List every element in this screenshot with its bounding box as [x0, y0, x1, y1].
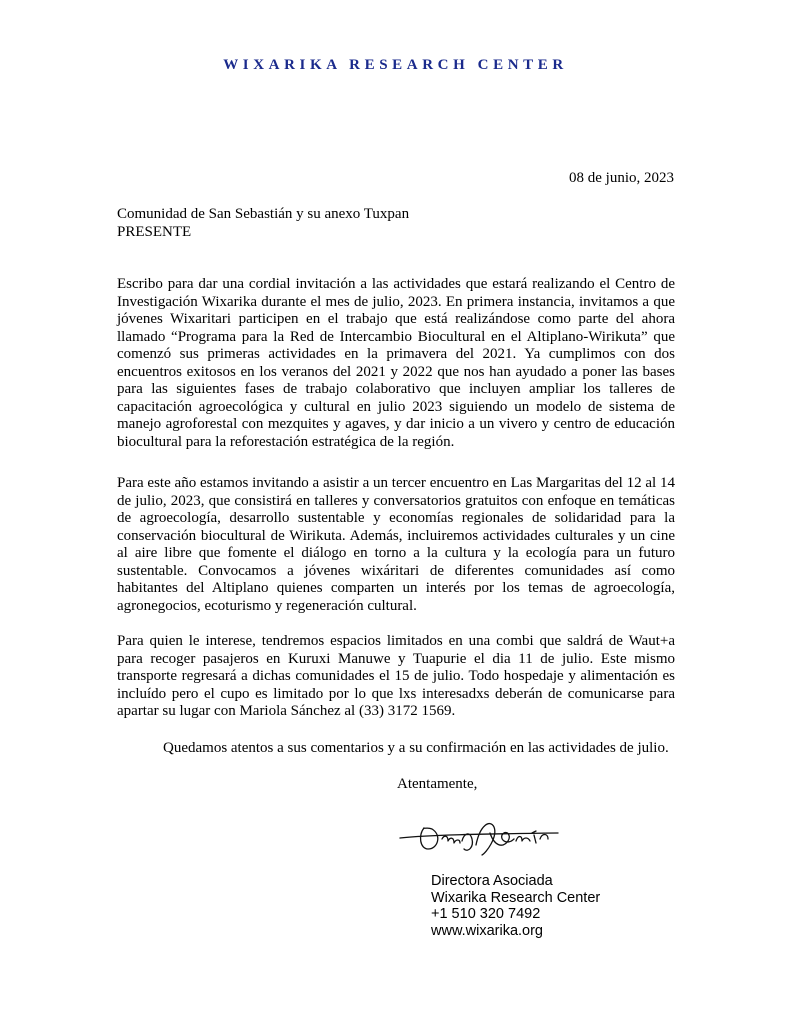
- signature-block: [431, 873, 600, 939]
- recipient-name: Comunidad de San Sebastián y su anexo Tuxpan: [117, 206, 410, 222]
- letter-date: 08 de junio, 2023: [569, 170, 674, 186]
- body-paragraph-3: Para quien le interese, tendremos espacios limitados en una combi que saldrá de Waut+a para recoger pasajeros en Kuruxi Manuwe y Tuapurie el dia 11 de julio. Este mismo transporte regresará a dichas comunidades el 15 de julio. Todo hospedaje y alimentación es incluído pero el cupo es limitado por lo que lxs interesadxs deberán de comunicarse para apartar su lugar con Mariola Sánchez al (33) 3172 1569.: [117, 633, 675, 719]
- signer-title: Directora Asociada: [431, 873, 553, 889]
- recipient-salutation: PRESENTE: [117, 223, 192, 240]
- signer-organization: Wixarika Research Center: [431, 889, 601, 906]
- signer-website: www.wixarika.org: [431, 922, 543, 939]
- handwritten-signature: [398, 815, 562, 859]
- body-paragraph-1: Escribo para dar una cordial invitación a las actividades que estará realizando el Centro de Investigación Wixarika durante el mes de julio, 2023. En primera instancia, invitamos a que jóvenes Wixaritari participen en el trabajo que está realizándose como parte del ahora llamado “Programa para la Red de Intercambio Biocultural en el Altiplano-Wirikuta” que comenzó sus primeras actividades en la primavera del 2021. Ya cumplimos con dos encuentros exitosos en los veranos del 2021 y 2022 que nos han ayudado a poner las bases para las siguientes fases de trabajo colaborativo que incluyen ampliar los talleres de capacitación agroecológica y cultural en julio 2023 siguiendo un modelo de sistema de manejo agroforestal con mezquites y agaves, y dar inicio a un vivero y centro de educación biocultural para la reforestación estratégica de la región.: [117, 276, 675, 450]
- recipient-block: [117, 206, 409, 241]
- letterhead-title: WIXARIKA RESEARCH CENTER: [223, 57, 568, 73]
- closing-line: Quedamos atentos a sus comentarios y a su confirmación en las actividades de julio.: [163, 740, 669, 756]
- body-paragraph-2: Para este año estamos invitando a asistir a un tercer encuentro en Las Margaritas del 12 al 14 de julio, 2023, que consistirá en talleres y conversatorios gratuitos con enfoque en temáticas de agroecología, desarrollo sustentable y economías regionales de solidaridad para la conservación biocultural de Wirikuta. Además, incluiremos actividades culturales y un cine al aire libre que fomente el diálogo en torno a la cultura y la ecología para un futuro sustentable. Convocamos a jóvenes wixáritari de diferentes comunidades así como habitantes del Altiplano quienes comparten un interés por los temas de agroecología, agronegocios, ecoturismo y regeneración cultural.: [117, 475, 675, 614]
- sign-off: Atentamente,: [397, 776, 478, 792]
- signer-phone: +1 510 320 7492: [431, 906, 541, 922]
